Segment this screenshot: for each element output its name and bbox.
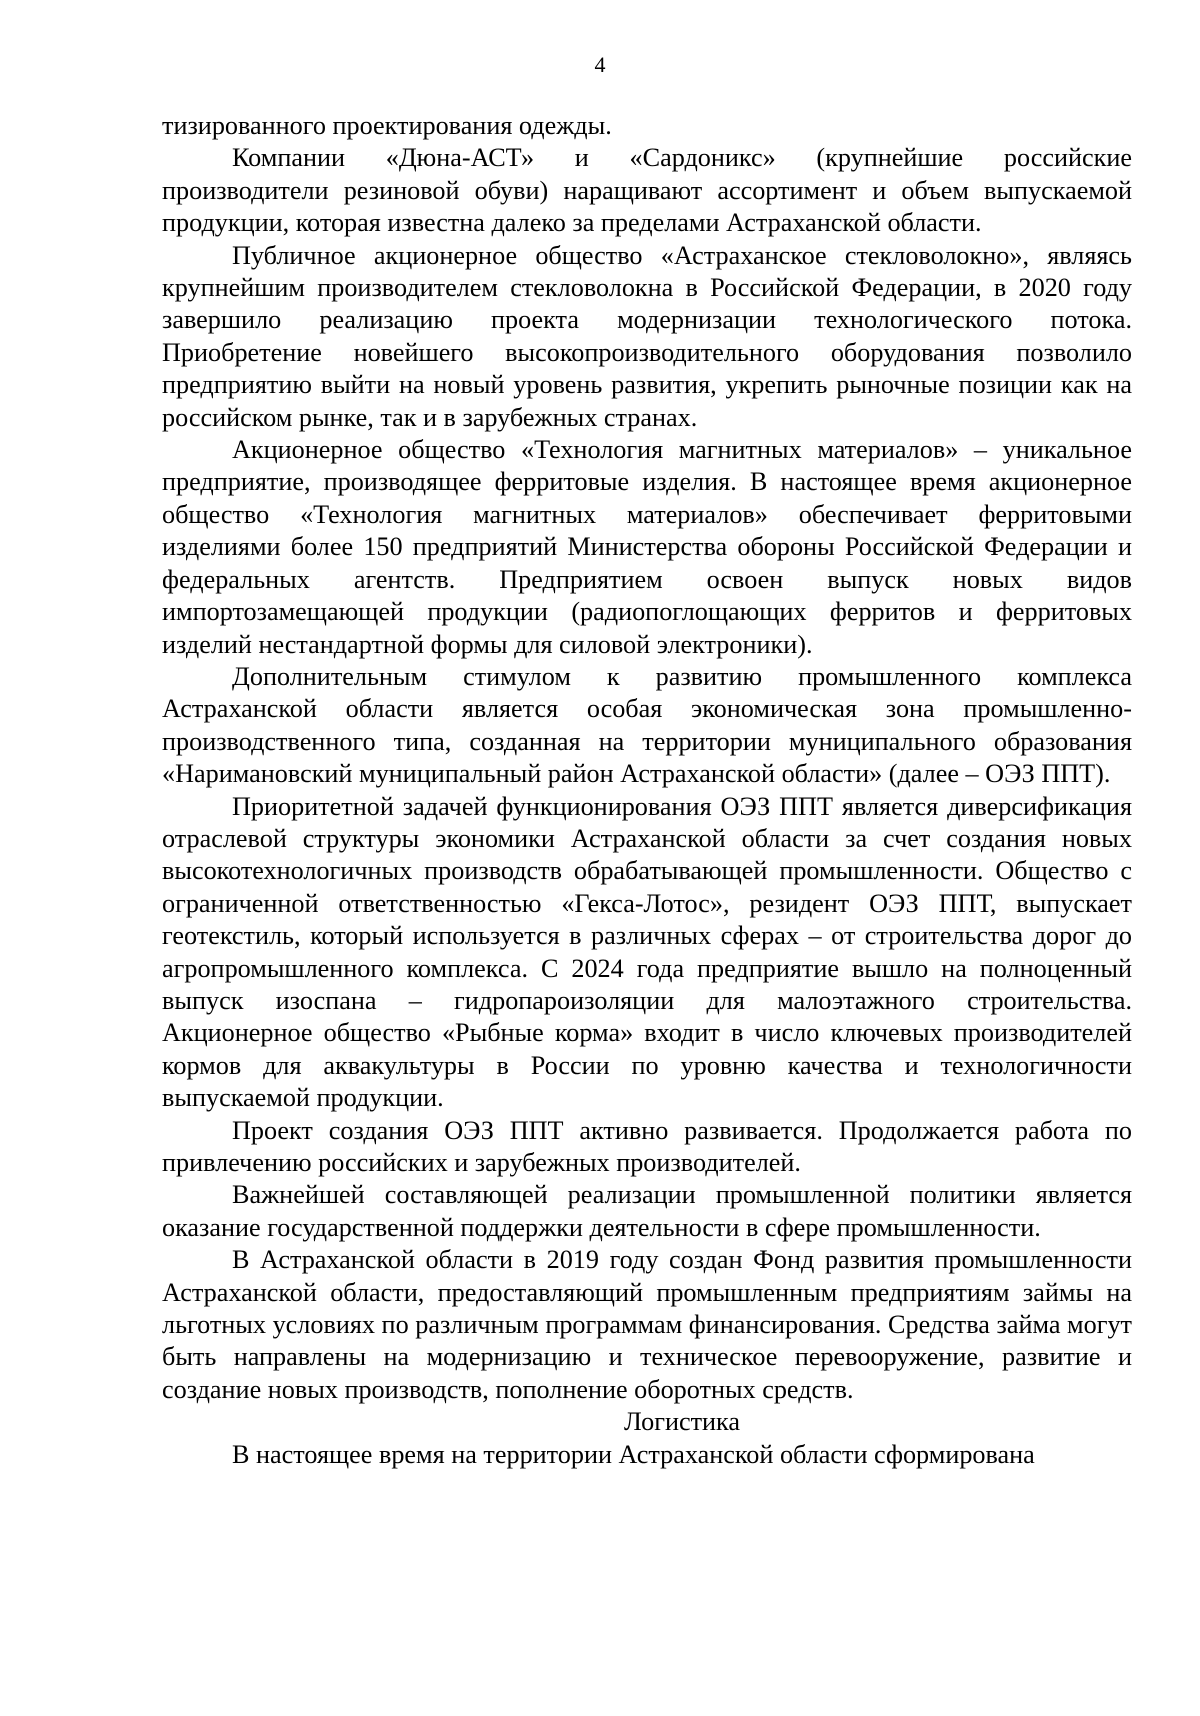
paragraph: Публичное акционерное общество «Астраханское стекловолокно», являясь крупнейшим производителем стекловолокна в Российской Федерации, в 2020 году завершило реализацию проекта модернизации технологического потока. Приобретение новейшего высокопроизводительного оборудования позволило предприятию выйти на новый уровень развития, укрепить рыночные позиции как на российском рынке, так и в зарубежных странах.: [162, 240, 1132, 432]
paragraph: Акционерное общество «Технология магнитных материалов» – уникальное предприятие, производящее ферритовые изделия. В настоящее время акционерное общество «Технология магнитных материалов» обеспечивает ферритовыми изделиями более 150 предприятий Министерства обороны Российской Федерации и федеральных агентств. Предприятием освоен выпуск новых видов импортозамещающей продукции (радиопоглощающих ферритов и ферритовых изделий нестандартной формы для силовой электроники).: [162, 435, 1132, 659]
paragraph: Приоритетной задачей функционирования ОЭЗ ППТ является диверсификация отраслевой структуры экономики Астраханской области за счет создания новых высокотехнологичных производств обрабатывающей промышленности. Общество с ограниченной ответственностью «Гекса-Лотос», резидент ОЭЗ ППТ, выпускает геотекстиль, который используется в различных сферах – от строительства дорог до агропромышленного комплекса. С 2024 года предприятие вышло на полноценный выпуск изоспана – гидропароизоляции для малоэтажного строительства. Акционерное общество «Рыбные корма» входит в число ключевых производителей кормов для аквакультуры в России по уровню качества и технологичности выпускаемой продукции.: [162, 791, 1132, 1113]
paragraph: В Астраханской области в 2019 году создан Фонд развития промышленности Астраханской области, предоставляющий промышленным предприятиям займы на льготных условиях по различным программам финансирования. Средства займа могут быть направлены на модернизацию и техническое перевооружение, развитие и создание новых производств, пополнение оборотных средств.: [162, 1245, 1132, 1404]
page-number: 4: [594, 52, 606, 77]
paragraph: Дополнительным стимулом к развитию промышленного комплекса Астраханской области является особая экономическая зона промышленно-производственного типа, созданная на территории муниципального образования «Наримановский муниципальный район Астраханской области» (далее – ОЭЗ ППТ).: [162, 661, 1132, 789]
paragraph: Проект создания ОЭЗ ППТ активно развивается. Продолжается работа по привлечению российских и зарубежных производителей.: [162, 1115, 1132, 1177]
paragraph: Компании «Дюна-АСТ» и «Сардоникс» (крупнейшие российские производители резиновой обуви) наращивают ассортимент и объем выпускаемой продукции, которая известна далеко за пределами Астраханской области.: [162, 143, 1132, 238]
section-heading: Логистика: [624, 1407, 740, 1437]
paragraph-last: В настоящее время на территории Астраханской области сформирована: [232, 1439, 1035, 1469]
paragraph-continued: тизированного проектирования одежды.: [162, 111, 612, 140]
paragraph: Важнейшей составляющей реализации промышленной политики является оказание государственной поддержки деятельности в сфере промышленности.: [162, 1180, 1132, 1242]
body-text: [162, 110, 1132, 1471]
